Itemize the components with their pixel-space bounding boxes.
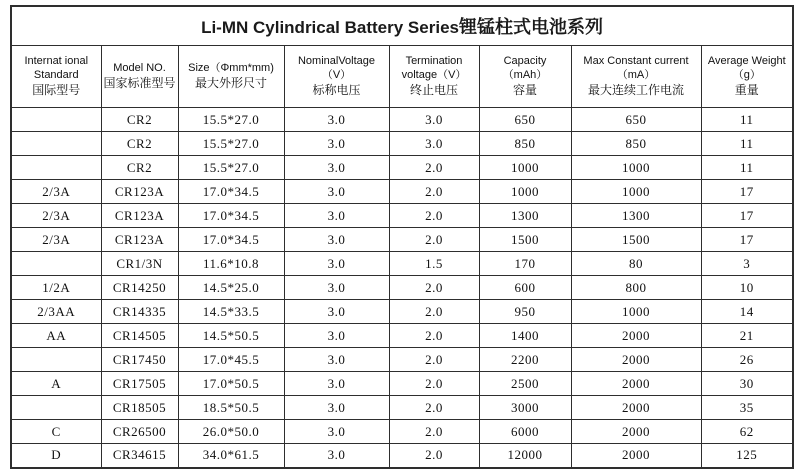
cell-nominal-voltage: 3.0 <box>284 396 389 420</box>
column-header-international-standard-zh: 国际型号 <box>32 83 81 97</box>
cell-nominal-voltage: 3.0 <box>284 204 389 228</box>
cell-international-standard: 2/3A <box>11 228 101 252</box>
cell-model-no: CR123A <box>101 228 178 252</box>
cell-international-standard <box>11 108 101 132</box>
cell-termination-voltage: 2.0 <box>389 396 479 420</box>
cell-nominal-voltage: 3.0 <box>284 276 389 300</box>
cell-capacity: 1400 <box>479 324 571 348</box>
table-row <box>11 300 793 324</box>
cell-model-no: CR2 <box>101 132 178 156</box>
cell-capacity: 1000 <box>479 156 571 180</box>
cell-international-standard: 2/3AA <box>11 300 101 324</box>
cell-size: 14.5*25.0 <box>178 276 284 300</box>
cell-average-weight: 11 <box>701 108 793 132</box>
cell-max-constant-current: 2000 <box>571 444 701 468</box>
cell-size: 17.0*34.5 <box>178 180 284 204</box>
cell-capacity: 1500 <box>479 228 571 252</box>
column-header-max-constant-current <box>571 46 701 108</box>
cell-size: 17.0*50.5 <box>178 372 284 396</box>
column-header-international-standard-en-line: Internat ional <box>24 55 89 67</box>
table-row <box>11 420 793 444</box>
column-header-size-zh: 最大外形尺寸 <box>194 76 267 91</box>
column-header-model-no-zh: 国家标准型号 <box>103 76 176 91</box>
column-header-max-constant-current-zh: 最大连续工作电流 <box>587 83 684 97</box>
column-header-capacity-en-line: Capacity <box>503 55 547 67</box>
cell-termination-voltage: 2.0 <box>389 348 479 372</box>
cell-max-constant-current: 2000 <box>571 324 701 348</box>
cell-max-constant-current: 2000 <box>571 396 701 420</box>
cell-international-standard <box>11 156 101 180</box>
cell-capacity: 12000 <box>479 444 571 468</box>
cell-nominal-voltage: 3.0 <box>284 252 389 276</box>
cell-capacity: 2500 <box>479 372 571 396</box>
cell-max-constant-current: 1000 <box>571 300 701 324</box>
battery-spec-sheet <box>10 5 794 469</box>
cell-international-standard: 1/2A <box>11 276 101 300</box>
cell-average-weight: 62 <box>701 420 793 444</box>
cell-size: 14.5*50.5 <box>178 324 284 348</box>
cell-capacity: 1000 <box>479 180 571 204</box>
cell-size: 11.6*10.8 <box>178 252 284 276</box>
cell-size: 14.5*33.5 <box>178 300 284 324</box>
cell-model-no: CR26500 <box>101 420 178 444</box>
cell-termination-voltage: 2.0 <box>389 444 479 468</box>
cell-max-constant-current: 1000 <box>571 156 701 180</box>
column-header-average-weight-en-line: Average Weight <box>707 55 786 67</box>
column-header-size <box>178 46 284 108</box>
cell-size: 15.5*27.0 <box>178 132 284 156</box>
cell-nominal-voltage: 3.0 <box>284 108 389 132</box>
column-header-termination-voltage-en-line: voltage（V） <box>401 68 467 81</box>
cell-average-weight: 14 <box>701 300 793 324</box>
column-header-international-standard <box>11 46 101 108</box>
column-header-capacity <box>479 46 571 108</box>
cell-nominal-voltage: 3.0 <box>284 180 389 204</box>
cell-international-standard: AA <box>11 324 101 348</box>
cell-international-standard <box>11 132 101 156</box>
cell-termination-voltage: 2.0 <box>389 228 479 252</box>
column-header-capacity-zh: 容量 <box>512 83 537 97</box>
cell-model-no: CR17450 <box>101 348 178 372</box>
cell-nominal-voltage: 3.0 <box>284 300 389 324</box>
cell-size: 15.5*27.0 <box>178 156 284 180</box>
cell-termination-voltage: 2.0 <box>389 324 479 348</box>
cell-termination-voltage: 2.0 <box>389 156 479 180</box>
cell-average-weight: 17 <box>701 228 793 252</box>
cell-termination-voltage: 3.0 <box>389 108 479 132</box>
cell-model-no: CR18505 <box>101 396 178 420</box>
column-header-max-constant-current-en-line: Max Constant current <box>583 55 689 67</box>
table-row <box>11 396 793 420</box>
cell-international-standard: 2/3A <box>11 204 101 228</box>
header-row <box>11 46 793 108</box>
cell-model-no: CR2 <box>101 108 178 132</box>
column-header-max-constant-current-en-line: （mA） <box>616 68 656 81</box>
cell-average-weight: 30 <box>701 372 793 396</box>
column-header-model-no <box>101 46 178 108</box>
cell-capacity: 170 <box>479 252 571 276</box>
table-row <box>11 108 793 132</box>
column-header-nominal-voltage <box>284 46 389 108</box>
cell-international-standard: C <box>11 420 101 444</box>
cell-termination-voltage: 2.0 <box>389 420 479 444</box>
battery-spec-table <box>10 5 794 469</box>
cell-model-no: CR123A <box>101 180 178 204</box>
title-row <box>11 6 793 46</box>
cell-capacity: 950 <box>479 300 571 324</box>
cell-max-constant-current: 80 <box>571 252 701 276</box>
column-header-size-en-line: Size（Φmm*mm) <box>188 61 274 74</box>
table-row <box>11 444 793 468</box>
table-row <box>11 348 793 372</box>
cell-nominal-voltage: 3.0 <box>284 444 389 468</box>
cell-capacity: 3000 <box>479 396 571 420</box>
cell-max-constant-current: 1000 <box>571 180 701 204</box>
cell-capacity: 850 <box>479 132 571 156</box>
cell-termination-voltage: 2.0 <box>389 204 479 228</box>
cell-termination-voltage: 1.5 <box>389 252 479 276</box>
cell-average-weight: 26 <box>701 348 793 372</box>
cell-international-standard <box>11 252 101 276</box>
cell-capacity: 1300 <box>479 204 571 228</box>
cell-model-no: CR14335 <box>101 300 178 324</box>
cell-capacity: 6000 <box>479 420 571 444</box>
column-header-capacity-en-line: （mAh） <box>502 68 548 81</box>
cell-size: 15.5*27.0 <box>178 108 284 132</box>
cell-size: 18.5*50.5 <box>178 396 284 420</box>
cell-nominal-voltage: 3.0 <box>284 348 389 372</box>
cell-termination-voltage: 2.0 <box>389 276 479 300</box>
cell-international-standard: 2/3A <box>11 180 101 204</box>
cell-max-constant-current: 2000 <box>571 348 701 372</box>
cell-average-weight: 21 <box>701 324 793 348</box>
cell-nominal-voltage: 3.0 <box>284 420 389 444</box>
cell-model-no: CR123A <box>101 204 178 228</box>
column-header-termination-voltage-en-line: Termination <box>405 55 463 67</box>
cell-international-standard: D <box>11 444 101 468</box>
cell-average-weight: 125 <box>701 444 793 468</box>
table-body <box>11 108 793 468</box>
cell-model-no: CR1/3N <box>101 252 178 276</box>
table-row <box>11 324 793 348</box>
column-header-international-standard-en-line: Standard <box>33 68 79 81</box>
cell-size: 17.0*45.5 <box>178 348 284 372</box>
column-header-termination-voltage <box>389 46 479 108</box>
table-row <box>11 180 793 204</box>
cell-termination-voltage: 3.0 <box>389 132 479 156</box>
column-header-average-weight-zh: 重量 <box>734 83 759 97</box>
cell-max-constant-current: 850 <box>571 132 701 156</box>
cell-max-constant-current: 650 <box>571 108 701 132</box>
cell-nominal-voltage: 3.0 <box>284 156 389 180</box>
cell-max-constant-current: 1300 <box>571 204 701 228</box>
cell-model-no: CR14505 <box>101 324 178 348</box>
column-header-nominal-voltage-zh: 标称电压 <box>312 83 361 97</box>
cell-capacity: 650 <box>479 108 571 132</box>
cell-nominal-voltage: 3.0 <box>284 132 389 156</box>
table-row <box>11 132 793 156</box>
cell-size: 17.0*34.5 <box>178 228 284 252</box>
cell-size: 26.0*50.0 <box>178 420 284 444</box>
cell-size: 17.0*34.5 <box>178 204 284 228</box>
cell-average-weight: 3 <box>701 252 793 276</box>
cell-international-standard <box>11 348 101 372</box>
cell-average-weight: 35 <box>701 396 793 420</box>
cell-international-standard <box>11 396 101 420</box>
column-header-average-weight-en-line: （g） <box>732 68 761 81</box>
page-title <box>11 6 793 46</box>
cell-model-no: CR2 <box>101 156 178 180</box>
cell-average-weight: 11 <box>701 156 793 180</box>
table-row <box>11 204 793 228</box>
cell-max-constant-current: 1500 <box>571 228 701 252</box>
cell-average-weight: 17 <box>701 180 793 204</box>
cell-nominal-voltage: 3.0 <box>284 324 389 348</box>
cell-average-weight: 17 <box>701 204 793 228</box>
page-title-chinese: 锂锰柱式电池系列 <box>458 17 603 37</box>
column-header-nominal-voltage-en-line: （V） <box>321 68 352 81</box>
cell-size: 34.0*61.5 <box>178 444 284 468</box>
column-header-termination-voltage-zh: 终止电压 <box>409 83 458 97</box>
cell-capacity: 600 <box>479 276 571 300</box>
column-header-average-weight <box>701 46 793 108</box>
cell-termination-voltage: 2.0 <box>389 300 479 324</box>
cell-capacity: 2200 <box>479 348 571 372</box>
cell-model-no: CR34615 <box>101 444 178 468</box>
cell-model-no: CR14250 <box>101 276 178 300</box>
cell-max-constant-current: 800 <box>571 276 701 300</box>
cell-international-standard: A <box>11 372 101 396</box>
cell-max-constant-current: 2000 <box>571 420 701 444</box>
cell-max-constant-current: 2000 <box>571 372 701 396</box>
cell-average-weight: 11 <box>701 132 793 156</box>
table-row <box>11 372 793 396</box>
cell-nominal-voltage: 3.0 <box>284 372 389 396</box>
table-row <box>11 276 793 300</box>
cell-termination-voltage: 2.0 <box>389 180 479 204</box>
table-row <box>11 156 793 180</box>
page-title-english: Li-MN Cylindrical Battery Series <box>201 18 459 37</box>
cell-nominal-voltage: 3.0 <box>284 228 389 252</box>
cell-termination-voltage: 2.0 <box>389 372 479 396</box>
table-row <box>11 228 793 252</box>
column-header-nominal-voltage-en-line: NominalVoltage <box>297 55 376 67</box>
cell-average-weight: 10 <box>701 276 793 300</box>
table-row <box>11 252 793 276</box>
column-header-model-no-en-line: Model NO. <box>113 61 166 74</box>
cell-model-no: CR17505 <box>101 372 178 396</box>
